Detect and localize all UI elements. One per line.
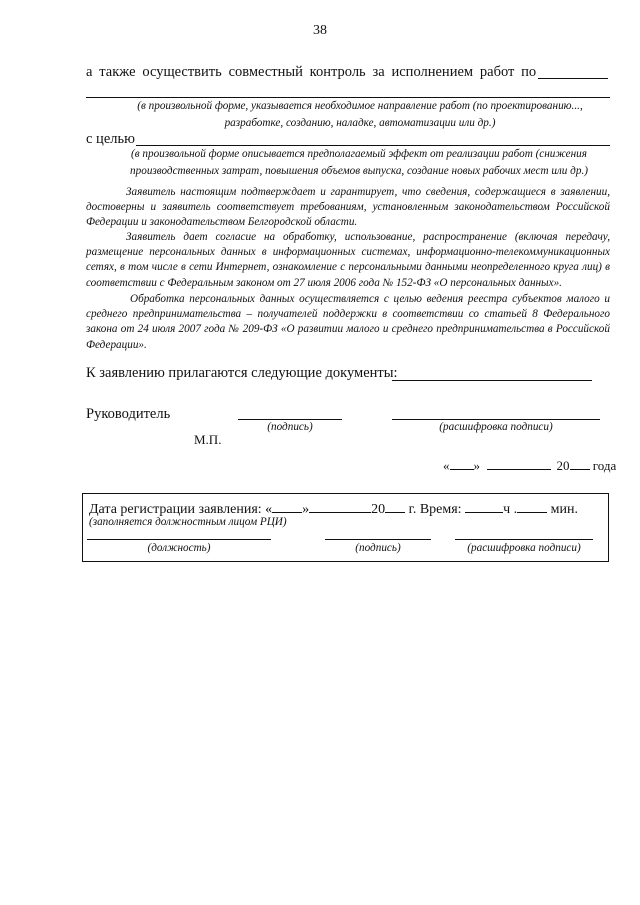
paragraph-processing-text: Обработка персональных данных осуществляется с целью ведения реестра субъектов малого и среднего предпринимательства – получателей поддержки в соответствии со статьей 8 Федерального закона от 24 июля 2007 года № 209-ФЗ «О развитии малого и среднего предпринимательства в Российской Федерации». [86, 293, 610, 351]
head-label: Руководитель [86, 406, 171, 422]
directions-note: (в произвольной форме, указывается необходимое направление работ (по проектированию..., разработке, созданию, наладке, автоматизации или др.) [137, 100, 583, 129]
date-open-quote: « [443, 458, 450, 473]
reg-minutes-blank [517, 498, 547, 513]
position-caption: (должность) [147, 542, 211, 554]
reg-hours-blank [465, 498, 503, 513]
control-line-text: а также осуществить совместный контроль за исполнением работ по [86, 64, 537, 80]
signature-caption: (подпись) [267, 421, 313, 433]
reg-decoding-caption: (расшифровка подписи) [467, 542, 581, 554]
purpose-label: с целью [86, 131, 135, 147]
registration-fill-note: (заполняется должностным лицом РЦИ) [89, 516, 287, 528]
position-blank-line [87, 539, 271, 540]
reg-year-blank [385, 498, 405, 513]
control-blank-line [538, 78, 608, 79]
paragraph-consent [86, 230, 610, 291]
registration-date-label: Дата регистрации заявления: « [89, 502, 273, 517]
month-blank [487, 455, 551, 470]
reg-day-blank [272, 498, 302, 513]
reg-signature-caption: (подпись) [355, 542, 401, 554]
reg-signature-blank-line [325, 539, 431, 540]
registration-minutes: мин. [550, 502, 578, 517]
paragraph-guarantee-text: Заявитель настоящим подтверждает и гарантирует, что сведения, содержащиеся в заявлении, достоверны и заявитель соответствует требованиям, установленным законодательством Российской Федерации и законодательством Белгородской области. [86, 186, 610, 229]
registration-date-line [89, 498, 578, 518]
registration-box [82, 493, 609, 562]
attachments-label: К заявлению прилагаются следующие документы: [86, 365, 398, 381]
attachments-blank-line [392, 380, 592, 381]
year-word: года [592, 458, 617, 473]
page-number: 38 [313, 23, 327, 38]
purpose-note: (в произвольной форме описывается предполагаемый эффект от реализации работ (снижения производственных затрат, повышения объемов выпуска, создание новых рабочих мест или др.) [130, 148, 588, 177]
paragraph-consent-text: Заявитель дает согласие на обработку, использование, распространение (включая передачу, размещение персональных данных в информационных системах, информационно-телекоммуникационных сетях, в том числе в сети Интернет, ознакомление с персональными данными неопределенного круга лиц) в соответствии с Федеральным законом от 27 июля 2006 года № 152-ФЗ «О персональных данных». [86, 231, 610, 289]
registration-century: 20 [371, 502, 386, 517]
stamp-label: М.П. [194, 432, 222, 447]
day-blank [450, 455, 474, 470]
paragraph-guarantee [86, 185, 610, 231]
registration-hours: ч . [503, 502, 518, 517]
registration-close-quote: » [302, 502, 310, 517]
decoding-caption: (расшифровка подписи) [439, 421, 553, 433]
century-label: 20 [556, 458, 570, 473]
signature-blank-line [238, 419, 342, 420]
reg-decoding-blank-line [455, 539, 593, 540]
date-line [443, 455, 616, 474]
registration-year-time: г. Время: [408, 502, 462, 517]
paragraph-processing [86, 292, 610, 353]
decoding-blank-line [392, 419, 600, 420]
year-blank [570, 455, 590, 470]
reg-month-blank [309, 498, 371, 513]
date-close-quote: » [473, 458, 480, 473]
